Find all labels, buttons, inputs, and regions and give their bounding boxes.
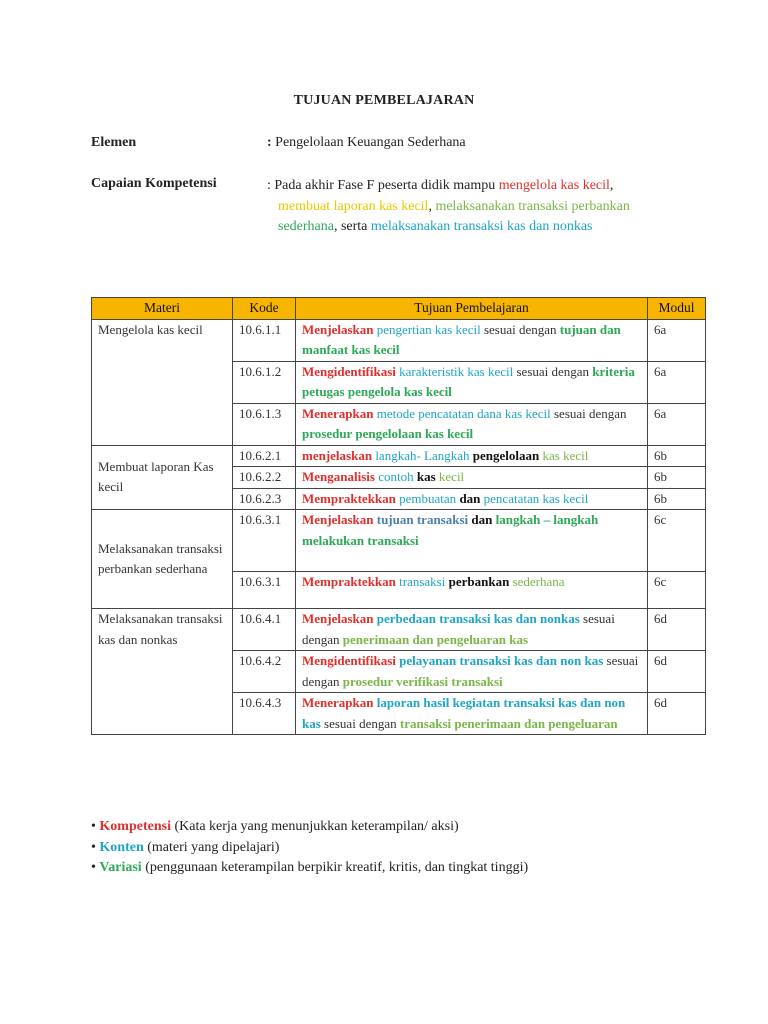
elemen-label: Elemen <box>91 135 137 150</box>
tujuan-cell: Menganalisis contoh kas kecil <box>296 467 648 489</box>
tujuan-cell: Menerapkan metode pencatatan dana kas kecil sesuai dengan prosedur pengelolaan kas kecil <box>296 403 648 445</box>
header-tujuan: Tujuan Pembelajaran <box>296 298 648 320</box>
kode-cell: 10.6.3.1 <box>233 572 296 609</box>
tujuan-cell: Menerapkan laporan hasil kegiatan transaksi kas dan non kas sesuai dengan transaksi penerimaan dan pengeluaran <box>296 693 648 735</box>
tujuan-cell: Mengidentifikasi karakteristik kas kecil sesuai dengan kriteria petugas pengelola kas kecil <box>296 361 648 403</box>
modul-cell: 6b <box>648 445 706 467</box>
tujuan-cell: Mempraktekkan pembuatan dan pencatatan kas kecil <box>296 488 648 510</box>
table-row <box>92 510 706 572</box>
kode-cell: 10.6.2.1 <box>233 445 296 467</box>
kode-cell: 10.6.1.2 <box>233 361 296 403</box>
kode-cell: 10.6.1.3 <box>233 403 296 445</box>
legend-variasi: • Variasi (penggunaan keterampilan berpikir kreatif, kritis, dan tingkat tinggi) <box>91 860 529 875</box>
legend-kompetensi: • Kompetensi (Kata kerja yang menunjukkan keterampilan/ aksi) <box>91 819 459 834</box>
modul-cell: 6d <box>648 609 706 651</box>
page-title: TUJUAN PEMBELAJARAN <box>293 93 475 108</box>
modul-cell: 6a <box>648 319 706 361</box>
tujuan-cell: Mengidentifikasi pelayanan transaksi kas dan non kas sesuai dengan prosedur verifikasi transaksi <box>296 651 648 693</box>
modul-cell: 6a <box>648 403 706 445</box>
header-materi: Materi <box>92 298 233 320</box>
modul-cell: 6a <box>648 361 706 403</box>
tujuan-cell: menjelaskan langkah- Langkah pengelolaan kas kecil <box>296 445 648 467</box>
legend <box>91 817 528 879</box>
tujuan-cell: Menjelaskan perbedaan transaksi kas dan nonkas sesuai dengan penerimaan dan pengeluaran kas <box>296 609 648 651</box>
kode-cell: 10.6.2.2 <box>233 467 296 489</box>
kode-cell: 10.6.3.1 <box>233 510 296 572</box>
kode-cell: 10.6.4.2 <box>233 651 296 693</box>
materi-cell: Mengelola kas kecil <box>92 319 233 445</box>
tujuan-cell: Menjelaskan tujuan transaksi dan langkah – langkah melakukan transaksi <box>296 510 648 572</box>
modul-cell: 6d <box>648 693 706 735</box>
legend-konten: • Konten (materi yang dipelajari) <box>91 839 280 855</box>
tujuan-cell: Menjelaskan pengertian kas kecil sesuai dengan tujuan dan manfaat kas kecil <box>296 319 648 361</box>
materi-cell: Melaksanakan transaksi perbankan sederhana <box>92 510 233 609</box>
kode-cell: 10.6.1.1 <box>233 319 296 361</box>
header-kode: Kode <box>233 298 296 320</box>
table-row <box>92 609 706 651</box>
capaian-text: : Pada akhir Fase F peserta didik mampu mengelola kas kecil, membuat laporan kas kecil, melaksanakan transaksi perbankan sederhana, serta melaksanakan transaksi kas dan nonkas <box>267 178 630 234</box>
table-row <box>92 445 706 467</box>
modul-cell: 6c <box>648 510 706 572</box>
materi-cell: Membuat laporan Kas kecil <box>92 445 233 510</box>
modul-cell: 6b <box>648 488 706 510</box>
kode-cell: 10.6.2.3 <box>233 488 296 510</box>
table-row <box>92 319 706 361</box>
elemen-value: : Pengelolaan Keuangan Sederhana <box>267 135 466 150</box>
kode-cell: 10.6.4.1 <box>233 609 296 651</box>
tujuan-table <box>91 297 706 735</box>
header-modul: Modul <box>648 298 706 320</box>
capaian-label: Capaian Kompetensi <box>91 176 217 191</box>
materi-cell: Melaksanakan transaksi kas dan nonkas <box>92 609 233 735</box>
modul-cell: 6c <box>648 572 706 609</box>
modul-cell: 6d <box>648 651 706 693</box>
modul-cell: 6b <box>648 467 706 489</box>
table-header-row <box>92 298 706 320</box>
tujuan-cell: Mempraktekkan transaksi perbankan sederhana <box>296 572 648 609</box>
kode-cell: 10.6.4.3 <box>233 693 296 735</box>
